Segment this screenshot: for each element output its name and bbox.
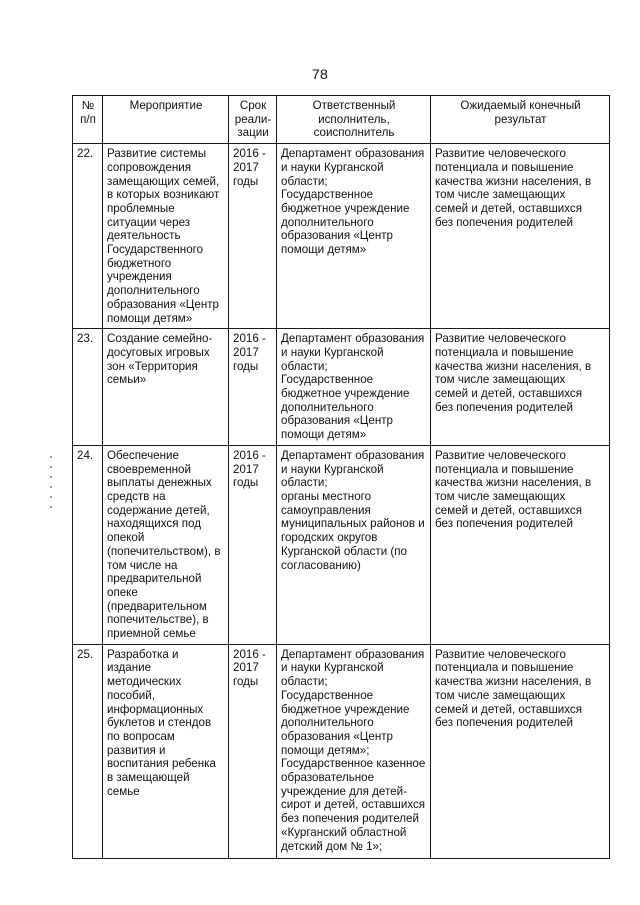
table-header-row: [73, 96, 610, 144]
row-result: Развитие человеческого потенциала и повышение качества жизни населения, в том числе замещающих семей и детей, оставшихся без попечения родителей: [431, 144, 610, 329]
row-term: 2016 - 2017 годы: [229, 144, 277, 329]
row-term: 2016 - 2017 годы: [229, 445, 277, 644]
table-row: [73, 329, 610, 446]
row-executor: Департамент образования и науки Курганской области; Государственное бюджетное учреждение дополнительного образования «Центр помощи детям»; Государственное казенное образовательное учреждение для детей- сирот и детей, оставшихся без попечения родителей «Курганский областной детский дом № 1»;: [277, 644, 431, 858]
row-activity: Развитие системы сопровождения замещающих семей, в которых возникают проблемные ситуации через деятельность Государственного бюджетного учреждения дополнительного образования «Центр помощи детям»: [103, 144, 229, 329]
row-activity: Разработка и издание методических пособий, информационных буклетов и стендов по вопросам развития и воспитания ребенка в замещающей семье: [103, 644, 229, 858]
page-number: 78: [311, 66, 329, 82]
header-term: Срок реали- зации: [229, 96, 277, 144]
row-activity: Создание семейно- досуговых игровых зон «Территория семьи»: [103, 329, 229, 446]
header-num: № п/п: [73, 96, 103, 144]
row-executor: Департамент образования и науки Курганской области; Государственное бюджетное учреждение дополнительного образования «Центр помощи детям»: [277, 144, 431, 329]
table-row: [73, 144, 610, 329]
table-row: [73, 644, 610, 858]
row-result: Развитие человеческого потенциала и повышение качества жизни населения, в том числе замещающих семей и детей, оставшихся без попечения родителей: [431, 329, 610, 446]
row-term: 2016 - 2017 годы: [229, 644, 277, 858]
table-row: [73, 445, 610, 644]
header-executor: Ответственный исполнитель, соисполнитель: [277, 96, 431, 144]
header-result: Ожидаемый конечный результат: [431, 96, 610, 144]
row-number: 23.: [73, 329, 103, 446]
row-executor: Департамент образования и науки Курганской области; Государственное бюджетное учреждение дополнительного образования «Центр помощи детям»: [277, 329, 431, 446]
row-activity: Обеспечение своевременной выплаты денежных средств на содержание детей, находящихся под опекой (попечительством), в том числе на предварительной опеке (предварительном попечительстве), в приемной семье: [103, 445, 229, 644]
header-activity: Мероприятие: [103, 96, 229, 144]
measures-table: [72, 95, 610, 859]
row-number: 25.: [73, 644, 103, 858]
row-term: 2016 - 2017 годы: [229, 329, 277, 446]
row-number: 22.: [73, 144, 103, 329]
row-result: Развитие человеческого потенциала и повышение качества жизни населения, в том числе замещающих семей и детей, оставшихся без попечения родителей: [431, 644, 610, 858]
row-number: 24.: [73, 445, 103, 644]
margin-marks: [50, 456, 56, 516]
row-result: Развитие человеческого потенциала и повышение качества жизни населения, в том числе замещающих семей и детей, оставшихся без попечения родителей: [431, 445, 610, 644]
row-executor: Департамент образования и науки Курганской области; органы местного самоуправления муниципальных районов и городских округов Курганской области (по согласованию): [277, 445, 431, 644]
